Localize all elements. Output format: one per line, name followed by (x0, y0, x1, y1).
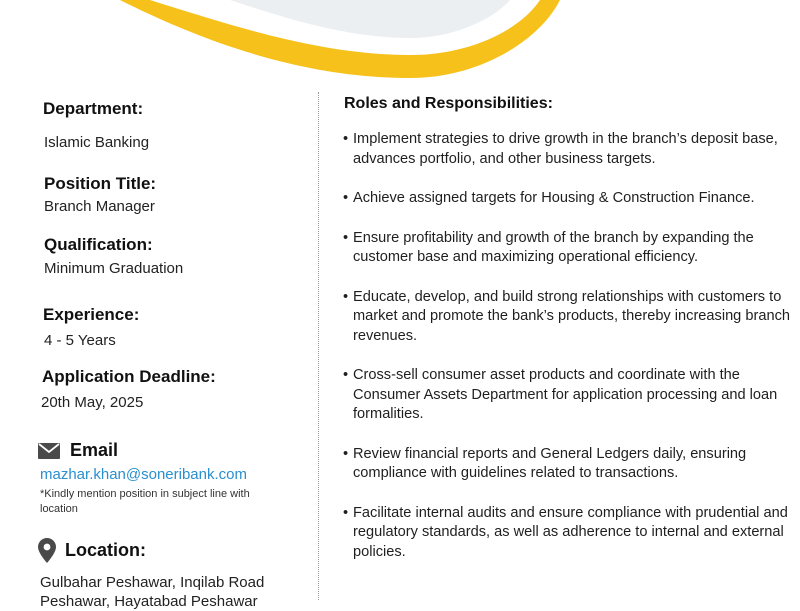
experience-value: 4 - 5 Years (44, 332, 116, 349)
bullet: • (343, 190, 349, 206)
bullet: • (343, 504, 349, 521)
job-details-column (0, 0, 318, 610)
experience-label: Experience: (43, 305, 140, 324)
email-address-link[interactable]: mazhar.khan@soneribank.com (40, 466, 247, 483)
role-text: Achieve assigned targets for Housing & Construction Finance. (353, 190, 755, 206)
role-text: Cross-sell consumer asset products and coordinate with the Consumer Assets Department for application processing and loan formalities. (353, 367, 778, 422)
department-value: Islamic Banking (44, 134, 150, 151)
role-item (343, 366, 800, 425)
role-text: Implement strategies to drive growth in the branch’s deposit base, advances portfolio, and other business targets. (353, 131, 778, 167)
email-note: *Kindly mention position in subject line with location (40, 488, 250, 515)
qualification-label: Qualification: (44, 235, 153, 254)
map-pin-icon (38, 538, 56, 563)
roles-list (343, 130, 800, 582)
bullet: • (343, 445, 349, 462)
role-item (343, 504, 800, 563)
position-title-value: Branch Manager (44, 198, 155, 215)
role-text: Ensure profitability and growth of the branch by expanding the customer base and maximizing operational efficiency. (353, 229, 754, 265)
bullet: • (343, 367, 349, 383)
role-text: Review financial reports and General Ledgers daily, ensuring compliance with guidelines related to transactions. (353, 445, 747, 481)
role-item (343, 288, 800, 347)
email-title: Email (70, 440, 119, 460)
envelope-icon (38, 443, 60, 459)
role-item (343, 189, 800, 209)
department-label: Department: (43, 99, 144, 118)
role-item (343, 229, 800, 268)
role-text: Educate, develop, and build strong relationships with customers to market and promote the bank’s products, thereby increasing branch revenues. (353, 288, 790, 344)
application-deadline-value: 20th May, 2025 (41, 394, 144, 411)
column-divider (318, 92, 319, 600)
position-title-label: Position Title: (44, 174, 157, 193)
application-deadline-label: Application Deadline: (42, 367, 216, 386)
roles-title: Roles and Responsibilities: (344, 95, 553, 112)
location-address: Gulbahar Peshawar, Inqilab Road Peshawar, Hayatabad Peshawar (40, 574, 265, 610)
location-title: Location: (65, 540, 146, 560)
email-heading (38, 440, 118, 461)
qualification-value: Minimum Graduation (44, 260, 184, 277)
role-item (343, 130, 800, 169)
bullet: • (343, 131, 349, 147)
bullet: • (343, 288, 349, 305)
bullet: • (343, 229, 349, 246)
location-heading (38, 538, 146, 563)
role-item (343, 445, 800, 484)
role-text: Facilitate internal audits and ensure compliance with prudential and regulatory standards, as well as adherence to internal and external policies. (353, 504, 788, 560)
